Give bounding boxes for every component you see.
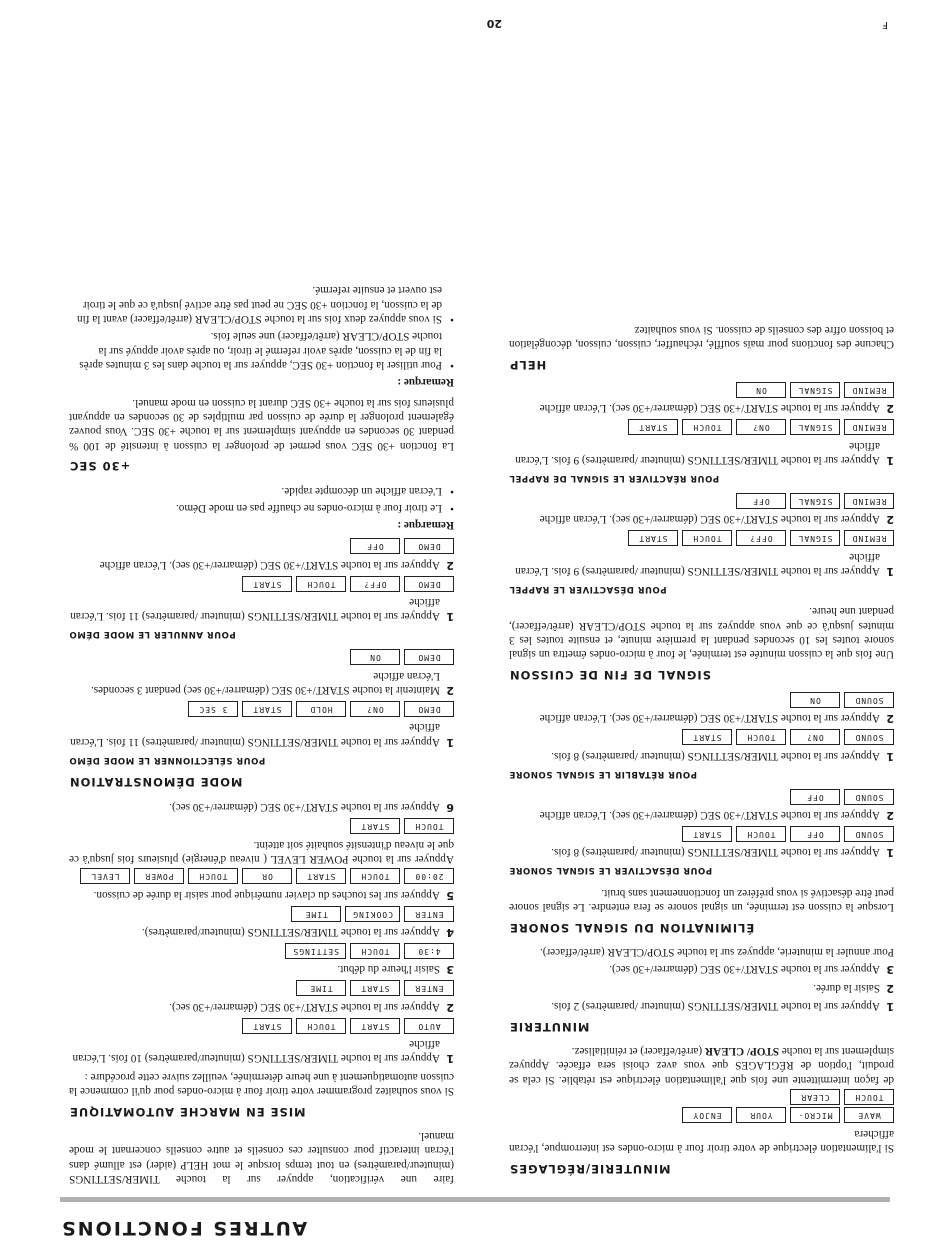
step xyxy=(69,962,454,976)
lcd-text: TOUCH xyxy=(296,1018,346,1034)
subheading: POUR RÉTABLIR LE SIGNAL SONORE xyxy=(509,768,697,779)
paragraph: Pour annuler la minuterie, appuyez sur la touche STOP/CLEAR (arrêt/effacer). xyxy=(539,945,894,958)
right-column xyxy=(69,280,454,1186)
lcd-text: REMIND xyxy=(844,382,894,398)
subheading: POUR DÉSACTIVER LE SIGNAL SONORE xyxy=(509,865,713,876)
lcd-display xyxy=(509,419,894,435)
step-number: 2 xyxy=(886,808,894,822)
page-number: 20 xyxy=(486,17,502,30)
page-header xyxy=(60,1197,890,1246)
step xyxy=(509,962,894,976)
step-number: 1 xyxy=(446,610,454,624)
step-text: Appuyer sur les touches du clavier numérique pour saisir la durée de cuisson. xyxy=(93,888,440,901)
heading-help: HELP xyxy=(509,357,547,372)
step-number: 1 xyxy=(446,1052,454,1066)
lcd-text: DEMO xyxy=(404,576,454,592)
lcd-text: SIGNAL xyxy=(790,530,840,546)
lcd-text: REMIND xyxy=(844,530,894,546)
lcd-text: ENJOY xyxy=(682,1107,732,1123)
step-text: Appuyer sur la touche START/+30 SEC (démarrer/+30 sec). L'écran affiche xyxy=(539,402,880,415)
lcd-text: REMIND xyxy=(844,419,894,435)
lcd-text: WAVE xyxy=(844,1107,894,1123)
step-text: Saisir l'heure du début. xyxy=(337,963,440,976)
step-text: Appuyer sur la touche TIMER/SETTINGS (minuteur/paramètres). xyxy=(141,926,440,938)
lcd-display xyxy=(69,906,454,922)
lcd-text: DEMO xyxy=(404,649,454,665)
step-number: 1 xyxy=(446,735,454,749)
bullet-item xyxy=(69,483,454,497)
bullet-icon: • xyxy=(450,313,454,326)
lcd-text: CLEAR xyxy=(790,1089,840,1105)
step xyxy=(69,999,454,1013)
lcd-text: SOUND xyxy=(844,789,894,805)
lcd-text: START xyxy=(628,419,678,435)
step-text: Appuyer sur la touche TIMER/SETTINGS (minuteur /paramètres) 8 fois. xyxy=(551,846,880,859)
lcd-display xyxy=(69,649,454,665)
lcd-text: TOUCH xyxy=(188,868,238,884)
step xyxy=(509,438,894,467)
step-number: 5 xyxy=(446,888,454,902)
lcd-text: START xyxy=(682,826,732,842)
lcd-text: OFF xyxy=(350,538,400,554)
lcd-display xyxy=(509,692,894,708)
paragraph: Si vous souhaitez programmer votre tiroir four à micro-ondes pour qu'il commence la cuisson automatiquement à une heure déterminée, veuillez suivre cette procédure : xyxy=(69,1070,454,1097)
step-number: 2 xyxy=(446,1000,454,1014)
step-text: Appuyer sur la touche START/+30 SEC (démarrer/+30 sec). xyxy=(169,800,440,813)
lcd-display xyxy=(509,789,894,805)
subheading: POUR RÉACTIVER LE SIGNAL DE RAPPEL xyxy=(509,472,720,483)
lcd-text: SOUND xyxy=(844,826,894,842)
remark-label: Remarque : xyxy=(397,519,454,532)
step xyxy=(69,595,454,624)
text: (arrêt/effacer) et réinitialisez. xyxy=(571,1044,703,1057)
lcd-text: TIME xyxy=(296,980,346,996)
lcd-text: OFF? xyxy=(350,576,400,592)
text: STOP/ CLEAR xyxy=(704,1044,780,1057)
lcd-display xyxy=(69,1018,454,1034)
page-title: AUTRES FONCTIONS xyxy=(60,1217,308,1239)
step xyxy=(69,925,454,939)
step-number: 1 xyxy=(886,749,894,763)
footer-language-letter: F xyxy=(882,19,888,30)
lcd-text: START xyxy=(242,576,292,592)
paragraph: Une fois que la cuisson minutée est terminée, le four à micro-ondes émettra un signal sonore toutes les 10 secondes pendant la première minute, et ensuite toutes les 3 minutes jusqu'à ce que vous appuyez sur la touche STOP/CLEAR (arrêt/effacer), pendant une heure. xyxy=(509,605,894,661)
paragraph: Lorsque la cuisson est terminée, un signal sonore se fera entendre. Le signal sonore peut être désactivé si vous préférez un fonctionnement sans bruit. xyxy=(509,886,894,913)
step xyxy=(69,668,454,697)
paragraph: La fonction +30 SEC vous permet de prolonger la cuisson à intensité de 100 % pendant 30 secondes en appuyant simplement sur la touche +30 SEC. Vous pouvez également prolonger la durée de cuisson par multiples de 30 secondes en appuyant plusieurs fois sur la touche +30 SEC durant la cuisson en mode manuel. xyxy=(69,396,454,452)
lcd-text: SOUND xyxy=(844,729,894,745)
step-text: Appuyer sur la touche TIMER/SETTINGS (minuteur /paramètres) 11 fois. L'écran affiche xyxy=(70,721,440,748)
step xyxy=(69,1037,454,1066)
lcd-text: TIME xyxy=(291,906,341,922)
step-text: Appuyer sur la touche START/+30 SEC (démarrer/+30 sec). L'écran affiche xyxy=(539,808,880,821)
step xyxy=(509,999,894,1013)
lcd-text: START xyxy=(682,729,732,745)
lcd-display xyxy=(509,1089,894,1105)
lcd-text: OR xyxy=(242,868,292,884)
lcd-display xyxy=(509,1107,894,1123)
lcd-display xyxy=(69,538,454,554)
step xyxy=(509,549,894,578)
bullet-icon: • xyxy=(450,484,454,497)
lcd-text: POWER xyxy=(134,868,184,884)
lcd-text: TOUCH xyxy=(682,530,732,546)
bullet-text: L'écran affiche un décompte rapide. xyxy=(281,484,442,497)
step-number: 2 xyxy=(886,712,894,726)
lcd-display xyxy=(509,382,894,398)
bullet-item xyxy=(69,329,454,372)
lcd-text: LEVEL xyxy=(80,868,130,884)
step-text: Appuyer sur la touche START/+30 SEC (démarrer/+30 sec). L'écran affiche xyxy=(539,712,880,725)
step xyxy=(509,980,894,994)
lcd-text: START xyxy=(350,980,400,996)
step-text: Appuyer sur la touche START/+30 SEC (démarrer/+30 sec). xyxy=(609,963,880,976)
lcd-text: ON xyxy=(736,382,786,398)
paragraph: Si l'alimentation électrique de votre tiroir four à micro-ondes est interrompue, l'écran affichera xyxy=(509,1127,894,1155)
bullet-item xyxy=(69,283,454,326)
lcd-text: AUTO xyxy=(404,1018,454,1034)
lcd-text: OFF xyxy=(790,789,840,805)
lcd-text: TOUCH xyxy=(404,818,454,834)
step xyxy=(509,748,894,762)
text: de façon intermittente une fois que l'alimentation électrique est rétablie. Si cela se produit, l'option de RÉGLAGES que vous avez choisi sera effacée. Appuyez simplement sur la touche xyxy=(509,1044,894,1086)
lcd-display xyxy=(69,576,454,592)
lcd-text: START xyxy=(242,1018,292,1034)
step xyxy=(509,845,894,859)
lcd-text: ENTER xyxy=(404,980,454,996)
lcd-text: SETTINGS xyxy=(285,943,346,959)
lcd-text: TOUCH xyxy=(350,868,400,884)
heading-elimination-signal: ÉLIMINATION DU SIGNAL SONORE xyxy=(509,920,755,935)
lcd-text: DEMO xyxy=(404,701,454,717)
lcd-text: SOUND xyxy=(844,692,894,708)
lcd-text: COOKING xyxy=(345,906,400,922)
lcd-display xyxy=(69,701,454,717)
lcd-display xyxy=(69,943,454,959)
step-text: Appuyer sur la touche TIMER/SETTINGS (minuteur /paramètres) 9 fois. L'écran affiche xyxy=(515,550,880,577)
step-text: Appuyer sur la touche START/+30 SEC (démarrer/+30 sec). L'écran affiche xyxy=(539,513,880,526)
step-text: Maintenir la touche START/+30 SEC (démarrer/+30 sec) pendant 3 secondes. L'écran affiche xyxy=(90,669,440,696)
lcd-text: 20:00 xyxy=(404,868,454,884)
step-text: Appuyer sur la touche TIMER/SETTINGS (minuteur /paramètres) 2 fois. xyxy=(551,999,880,1012)
step xyxy=(509,808,894,822)
paragraph: faire une vérification, appuyer sur la touche TIMER/SETTINGS (minuteur/paramètres) en tout temps lorsque le mot HELP (aider) est allumé dans l'écran interactif pour consulter ces conseils et autre conseils concernant le mode manuel. xyxy=(69,1130,454,1185)
step xyxy=(69,720,454,749)
step-number: 1 xyxy=(886,846,894,860)
lcd-text: OFF? xyxy=(736,530,786,546)
lcd-display xyxy=(69,980,454,996)
bullet-icon: • xyxy=(450,502,454,515)
lcd-text: TOUCH xyxy=(736,826,786,842)
step-number: 6 xyxy=(446,800,454,814)
step-text: Appuyer sur la touche TIMER/SETTINGS (minuteur /paramètres) 8 fois. xyxy=(551,749,880,762)
step xyxy=(69,799,454,813)
lcd-text: START xyxy=(628,530,678,546)
lcd-text: 3 SEC xyxy=(188,701,238,717)
step-text: Saisir la durée. xyxy=(813,981,880,994)
step-number: 2 xyxy=(446,558,454,572)
paragraph: Chacune des fonctions pour maïs soufflé, réchauffer, cuisson, cuisson, décongélation et boisson offre des conseils de cuisson. Si vous souhaitez xyxy=(509,323,894,351)
step-number: 1 xyxy=(886,564,894,578)
step-text: Appuyer sur la touche TIMER/SETTINGS (minuteur /paramètres) 11 fois. L'écran affiche xyxy=(70,596,440,623)
paragraph: Appuyer sur la touche POWER LEVEL ( niveau d'énergie) plusieurs fois jusqu'à ce que le niveau d'intensité souhaité soit atteint. xyxy=(69,839,454,866)
lcd-text: TOUCH xyxy=(682,419,732,435)
step-number: 3 xyxy=(446,963,454,977)
step-number: 2 xyxy=(886,981,894,995)
lcd-text: SIGNAL xyxy=(790,382,840,398)
heading-plus-30-sec: +30 SEC xyxy=(69,459,131,474)
lcd-text: DEMO xyxy=(404,538,454,554)
step xyxy=(69,557,454,571)
lcd-display xyxy=(69,818,454,834)
lcd-text: TOUCH xyxy=(350,943,400,959)
step-text: Appuyer sur la touche START/+30 SEC (démarrer/+30 sec). L'écran affiche xyxy=(99,558,440,571)
lcd-text: START xyxy=(242,701,292,717)
heading-fin-cuisson: SIGNAL DE FIN DE CUISSON xyxy=(509,667,711,682)
lcd-display xyxy=(509,493,894,509)
subheading: POUR ANNULER LE MODE DÉMO xyxy=(69,629,236,640)
lcd-text: ON xyxy=(790,692,840,708)
step xyxy=(509,512,894,526)
step-number: 2 xyxy=(446,683,454,697)
step-number: 3 xyxy=(886,963,894,977)
lcd-text: SIGNAL xyxy=(790,493,840,509)
bullet-text: Pour utiliser la fonction +30 SEC, appuyer sur la touche dans les 3 minutes après la fin de la cuisson, après avoir refermé le tiroir, ou après avoir appuyé sur la touche STOP/CLEAR (arrêt/effacer) une seule fois. xyxy=(79,330,442,371)
lcd-text: OFF xyxy=(790,826,840,842)
lcd-text: ON? xyxy=(736,419,786,435)
lcd-text: ON? xyxy=(790,729,840,745)
step-text: Appuyer sur la touche START/+30 SEC (démarrer/+30 sec). xyxy=(169,1000,440,1013)
remark-label: Remarque : xyxy=(397,376,454,389)
step-number: 1 xyxy=(886,999,894,1013)
lcd-text: ON xyxy=(350,649,400,665)
heading-mode-demo: MODE DÉMONSTRATION xyxy=(69,775,243,790)
lcd-text: MICRO- xyxy=(790,1107,840,1123)
lcd-text: ON? xyxy=(350,701,400,717)
bullet-icon: • xyxy=(450,359,454,371)
lcd-text: HOLD xyxy=(296,701,346,717)
lcd-display xyxy=(69,868,454,884)
lcd-text: SIGNAL xyxy=(790,419,840,435)
heading-minuterie: MINUTERIE xyxy=(509,1019,590,1034)
lcd-text: TOUCH xyxy=(736,729,786,745)
subheading: POUR DÉSACTIVER LE RAPPEL xyxy=(509,583,667,594)
step-number: 2 xyxy=(886,402,894,416)
heading-mise-en-marche: MISE EN MARCHE AUTOMATIQUE xyxy=(69,1104,306,1119)
lcd-display xyxy=(509,826,894,842)
step-number: 1 xyxy=(886,453,894,467)
lcd-text: ENTER xyxy=(404,906,454,922)
lcd-display xyxy=(509,729,894,745)
bullet-item xyxy=(69,501,454,515)
heading-minuterie-reglages: MINUTERIE/RÉGLAGES xyxy=(509,1162,671,1176)
step-text: Appuyer sur la touche TIMER/SETTINGS (minuteur /paramètres) 9 fois. L'écran affiche xyxy=(515,439,880,466)
step xyxy=(509,401,894,415)
lcd-display xyxy=(509,530,894,546)
lcd-text: START xyxy=(350,818,400,834)
step xyxy=(69,887,454,901)
step-number: 4 xyxy=(446,926,454,939)
lcd-text: START xyxy=(350,1018,400,1034)
lcd-text: OFF xyxy=(736,493,786,509)
lcd-text: TOUCH xyxy=(296,576,346,592)
lcd-text: START xyxy=(296,868,346,884)
step xyxy=(509,711,894,725)
lcd-text: YOUR xyxy=(736,1107,786,1123)
paragraph xyxy=(509,1044,894,1087)
bullet-text: Le tiroir four à micro-ondes ne chauffe pas en mode Démo. xyxy=(175,502,442,515)
lcd-text: REMIND xyxy=(844,493,894,509)
left-column xyxy=(509,319,894,1186)
lcd-text: TOUCH xyxy=(844,1089,894,1105)
bullet-text: Si vous appuyez deux fois sur la touche STOP/CLEAR (arrêt/effacer) avant la fin de la cuisson, la fonction +30 SEC ne peut pas être activé jusqu'à ce que le tiroir est ouvert et ensuite refermé. xyxy=(77,284,442,326)
lcd-text: 4:30 xyxy=(404,943,454,959)
step-text: Appuyer sur la touche TIMER/SETTINGS (minuteur/paramètres) 10 fois. L'écran affiche xyxy=(72,1037,440,1065)
step-number: 2 xyxy=(886,513,894,527)
subheading: POUR SÉLECTIONNER LE MODE DÉMO xyxy=(69,754,266,765)
